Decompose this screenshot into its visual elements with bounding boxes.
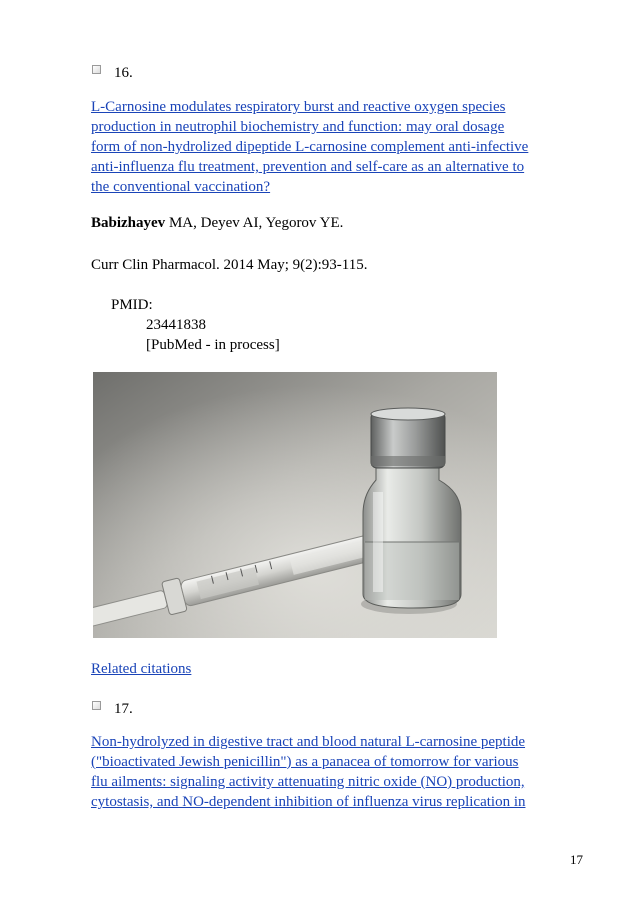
title-line: production in neutrophil biochemistry and function: may oral dosage	[91, 119, 505, 135]
page-number: 17	[570, 852, 583, 867]
select-checkbox-16[interactable]	[92, 65, 101, 74]
title-line: cytostasis, and NO-dependent inhibition of influenza virus replication in	[91, 794, 526, 810]
article-title-link[interactable]	[91, 97, 596, 197]
title-line: L-Carnosine modulates respiratory burst and reactive oxygen species	[91, 99, 506, 115]
title-line: ("bioactivated Jewish penicillin") as a panacea of tomorrow for various	[91, 754, 519, 770]
entry-number: 17.	[114, 701, 133, 717]
pmid-value: 23441838	[146, 317, 206, 333]
select-checkbox-17[interactable]	[92, 701, 101, 710]
title-line: flu ailments: signaling activity attenuating nitric oxide (NO) production,	[91, 774, 525, 790]
lead-author: Babizhayev	[91, 215, 166, 231]
article-title-link[interactable]	[91, 732, 596, 812]
title-line: Non-hydrolyzed in digestive tract and blood natural L-carnosine peptide	[91, 734, 526, 750]
pubmed-status: [PubMed - in process]	[146, 337, 280, 353]
journal-citation: Curr Clin Pharmacol. 2014 May; 9(2):93-115.	[91, 257, 368, 273]
authors	[91, 214, 343, 232]
syringe-and-vial-photo	[93, 372, 497, 638]
pmid-label: PMID:	[111, 297, 153, 313]
title-line: form of non-hydrolized dipeptide L-carnosine complement anti-infective	[91, 139, 529, 155]
title-line: anti-influenza flu treatment, prevention and self-care as an alternative to	[91, 159, 525, 175]
entry-number: 16.	[114, 65, 133, 81]
title-line: the conventional vaccination?	[91, 179, 271, 195]
related-citations-link[interactable]: Related citations	[91, 661, 192, 677]
other-authors: MA, Deyev AI, Yegorov YE.	[165, 215, 344, 231]
